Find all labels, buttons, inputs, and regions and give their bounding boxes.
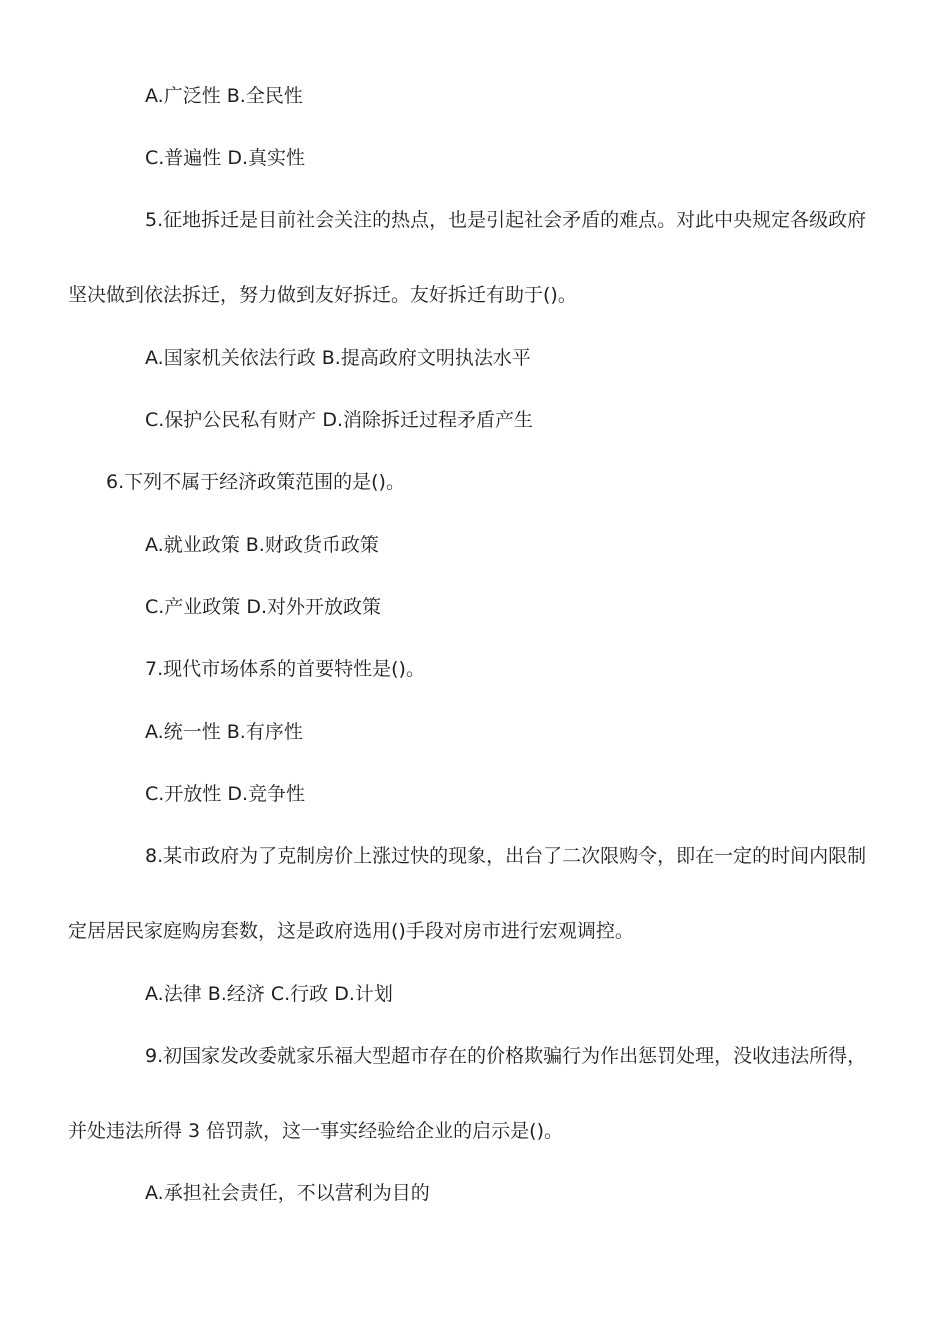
q7-options-ab: A.统一性 B.有序性 xyxy=(145,721,303,743)
q7-stem: 7.现代市场体系的首要特性是()。 xyxy=(145,658,425,680)
q5-options-cd: C.保护公民私有财产 D.消除拆迁过程矛盾产生 xyxy=(145,409,534,431)
q4-options-ab: A.广泛性 B.全民性 xyxy=(145,85,303,107)
q9-stem-line1: 9.初国家发改委就家乐福大型超市存在的价格欺骗行为作出惩罚处理，没收违法所得， xyxy=(145,1045,867,1067)
q5-stem-line1: 5.征地拆迁是目前社会关注的热点，也是引起社会矛盾的难点。对此中央规定各级政府 xyxy=(145,209,867,231)
q6-options-ab: A.就业政策 B.财政货币政策 xyxy=(145,534,379,556)
q7-options-cd: C.开放性 D.竞争性 xyxy=(145,783,306,805)
q6-options-cd: C.产业政策 D.对外开放政策 xyxy=(145,596,382,618)
q5-options-ab: A.国家机关依法行政 B.提高政府文明执法水平 xyxy=(145,347,531,369)
q6-stem: 6.下列不属于经济政策范围的是()。 xyxy=(106,471,405,493)
q8-options: A.法律 B.经济 C.行政 D.计划 xyxy=(145,983,393,1005)
q4-options-cd: C.普遍性 D.真实性 xyxy=(145,147,306,169)
q9-option-a: A.承担社会责任，不以营利为目的 xyxy=(145,1182,430,1204)
q8-stem-line1: 8.某市政府为了克制房价上涨过快的现象，出台了二次限购令，即在一定的时间内限制 xyxy=(145,845,867,867)
q5-stem-line2: 坚决做到依法拆迁，努力做到友好拆迁。友好拆迁有助于()。 xyxy=(68,284,577,306)
q8-stem-line2: 定居居民家庭购房套数，这是政府选用()手段对房市进行宏观调控。 xyxy=(68,920,634,942)
q9-stem-line2: 并处违法所得 3 倍罚款，这一事实经验给企业的启示是()。 xyxy=(68,1120,563,1142)
